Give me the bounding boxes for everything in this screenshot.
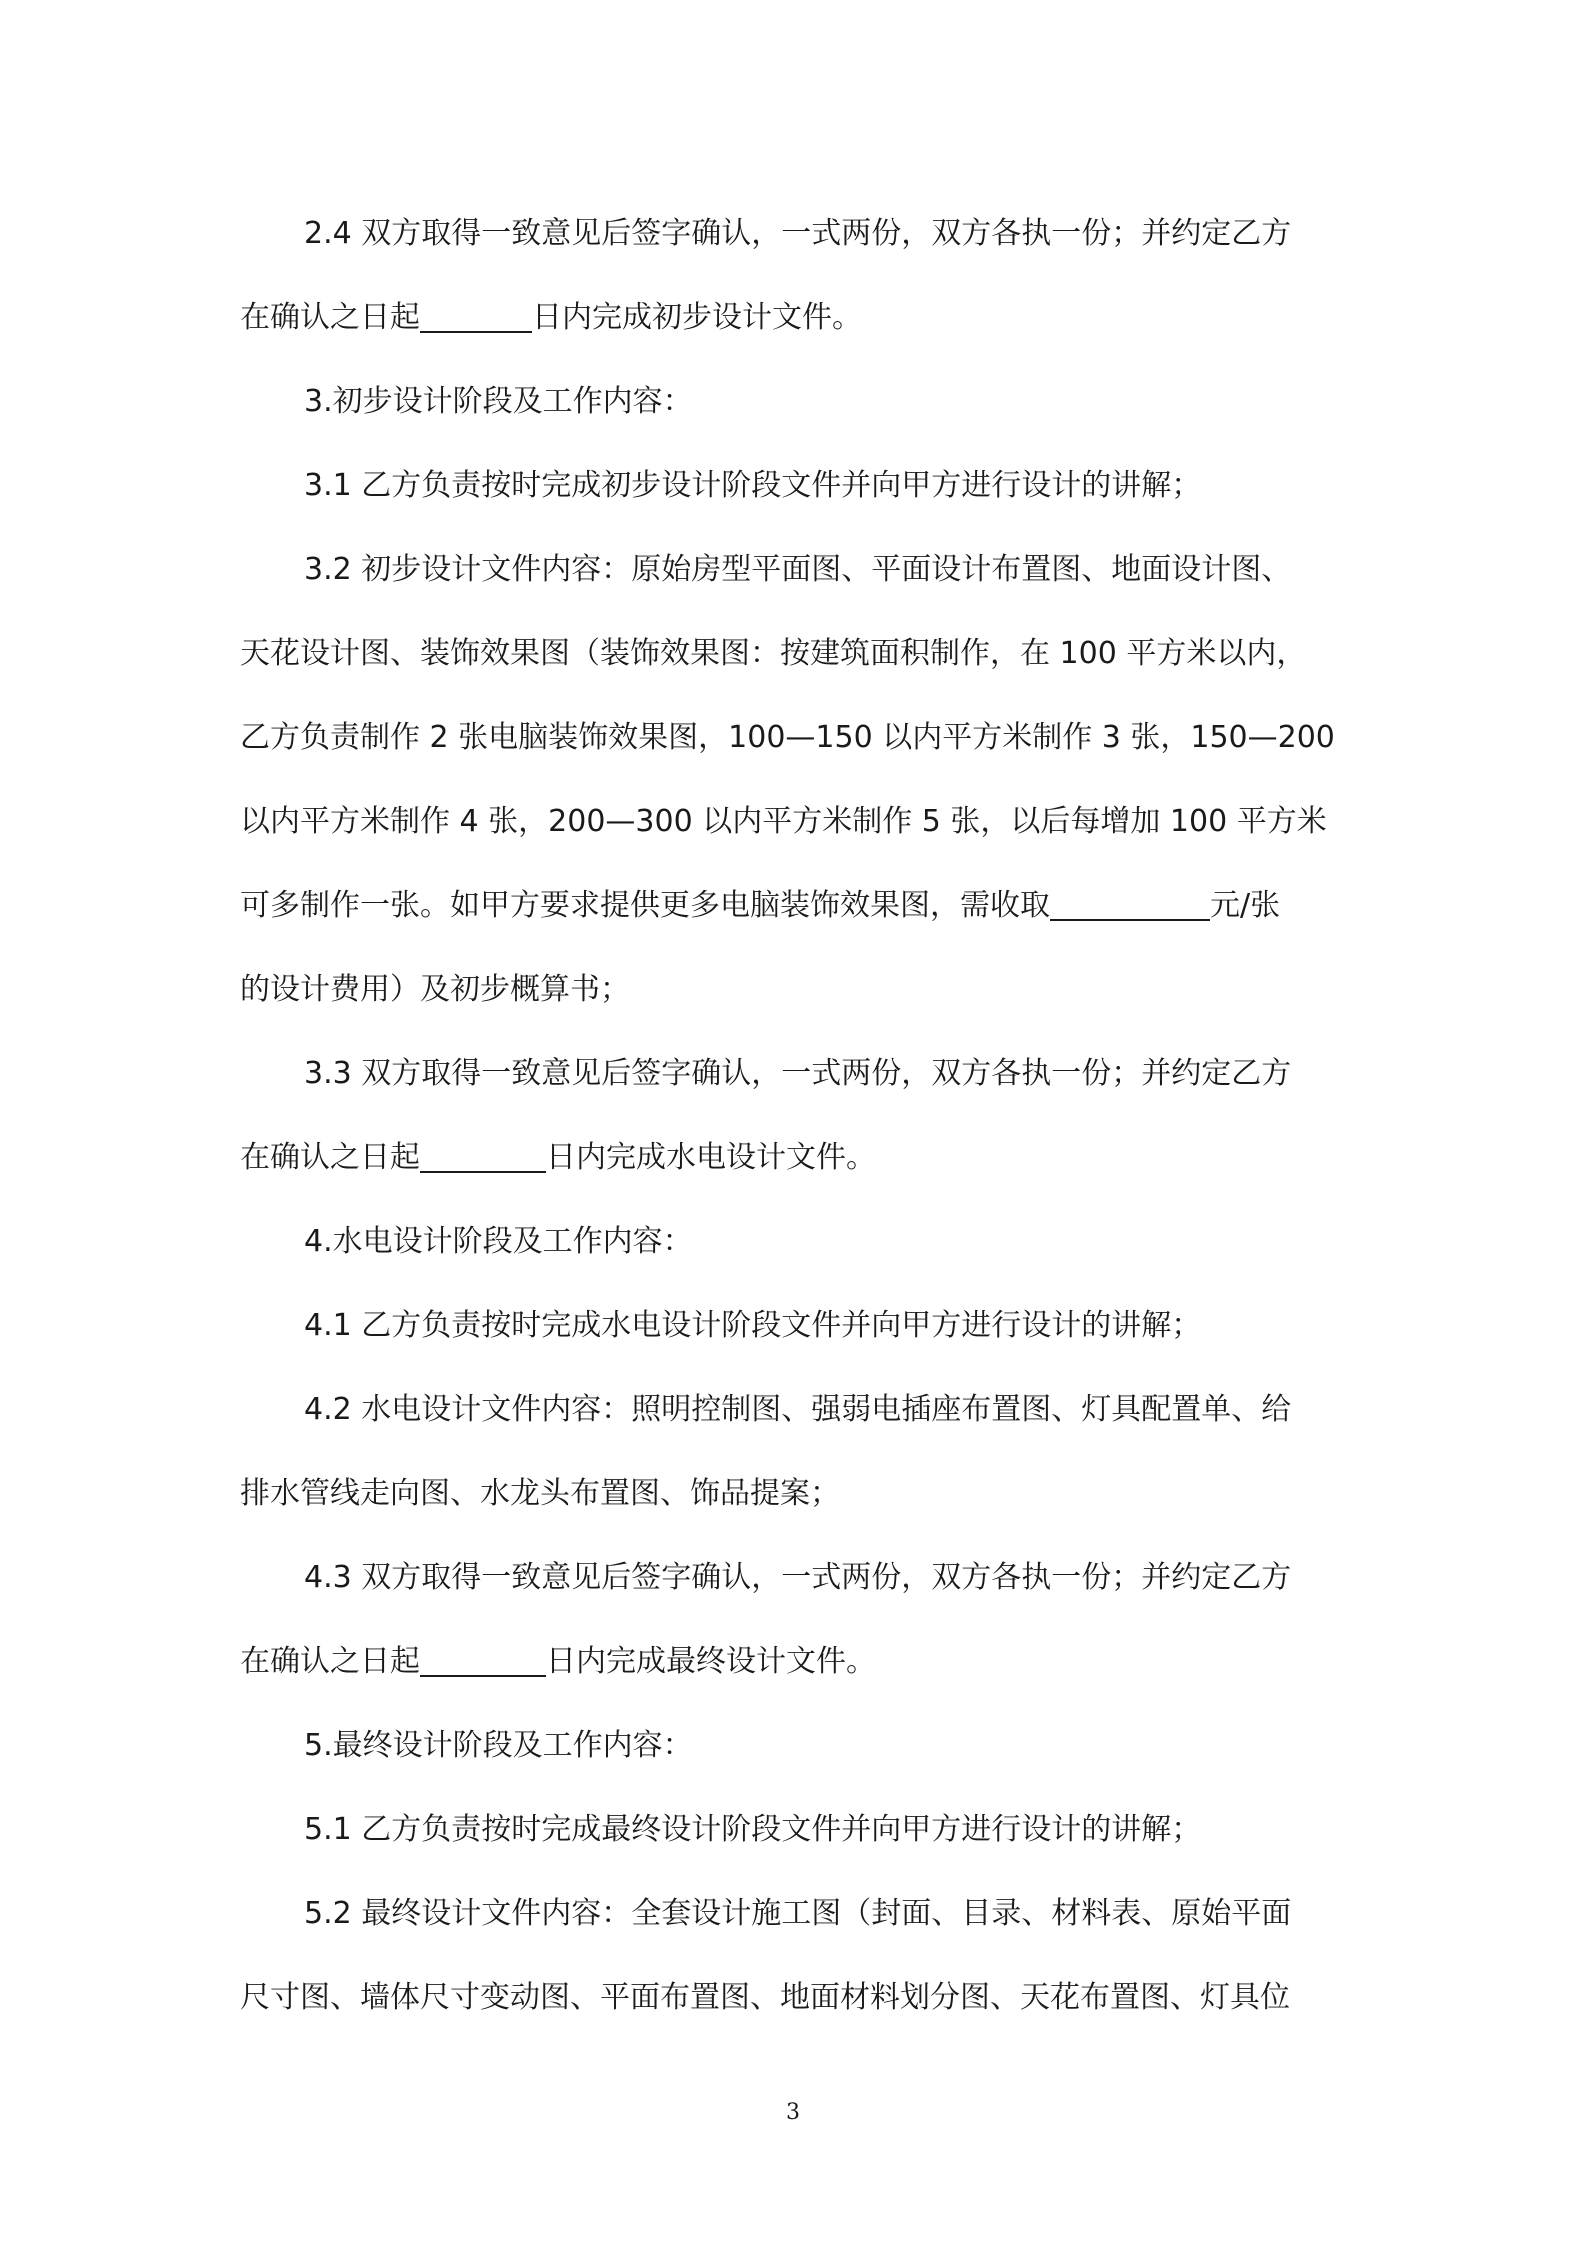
clause-3-2: 3.2 初步设计文件内容：原始房型平面图、平面设计布置图、地面设计图、 <box>304 552 1292 587</box>
page-number: 3 <box>786 2100 800 2125</box>
clause-5-1: 5.1 乙方负责按时完成最终设计阶段文件并向甲方进行设计的讲解； <box>304 1812 1202 1847</box>
line-text: 日内完成初步设计文件。 <box>532 300 862 335</box>
clause-5-2: 5.2 最终设计文件内容：全套设计施工图（封面、目录、材料表、原始平面 <box>304 1896 1292 1931</box>
clause-4-2-continued: 排水管线走向图、水龙头布置图、饰品提案； <box>240 1476 840 1511</box>
document-body <box>240 204 1352 2052</box>
line-text: 在确认之日起 <box>240 300 420 335</box>
section-4-heading: 4.水电设计阶段及工作内容： <box>304 1224 693 1259</box>
fill-in-blank-days <box>420 1131 546 1173</box>
section-3-heading: 3.初步设计阶段及工作内容： <box>304 384 693 419</box>
section-5-heading: 5.最终设计阶段及工作内容： <box>304 1728 693 1763</box>
clause-4-3: 4.3 双方取得一致意见后签字确认，一式两份，双方各执一份；并约定乙方 <box>304 1560 1292 1595</box>
clause-2-4: 2.4 双方取得一致意见后签字确认，一式两份，双方各执一份；并约定乙方 <box>304 216 1292 251</box>
clause-3-2-continued <box>240 876 1352 960</box>
clause-3-2-continued: 天花设计图、装饰效果图（装饰效果图：按建筑面积制作，在 100 平方米以内， <box>240 636 1307 671</box>
clause-4-1: 4.1 乙方负责按时完成水电设计阶段文件并向甲方进行设计的讲解； <box>304 1308 1202 1343</box>
clause-3-2-continued: 的设计费用）及初步概算书； <box>240 972 630 1007</box>
line-text: 日内完成水电设计文件。 <box>546 1140 876 1175</box>
line-text: 日内完成最终设计文件。 <box>546 1644 876 1679</box>
line-text: 在确认之日起 <box>240 1140 420 1175</box>
clause-4-3-continued <box>240 1632 1352 1716</box>
clause-2-4-continued <box>240 288 1352 372</box>
clause-3-2-continued: 乙方负责制作 2 张电脑装饰效果图，100—150 以内平方米制作 3 张，150—200 <box>240 720 1335 755</box>
line-text: 可多制作一张。如甲方要求提供更多电脑装饰效果图，需收取 <box>240 888 1050 923</box>
clause-3-3-continued <box>240 1128 1352 1212</box>
clause-3-3: 3.3 双方取得一致意见后签字确认，一式两份，双方各执一份；并约定乙方 <box>304 1056 1292 1091</box>
clause-3-2-continued: 以内平方米制作 4 张，200—300 以内平方米制作 5 张，以后每增加 100 平方米 <box>240 804 1327 839</box>
fill-in-blank-days <box>420 291 532 333</box>
line-text: 在确认之日起 <box>240 1644 420 1679</box>
clause-5-2-continued: 尺寸图、墙体尺寸变动图、平面布置图、地面材料划分图、天花布置图、灯具位 <box>240 1980 1290 2015</box>
clause-3-1: 3.1 乙方负责按时完成初步设计阶段文件并向甲方进行设计的讲解； <box>304 468 1202 503</box>
clause-4-2: 4.2 水电设计文件内容：照明控制图、强弱电插座布置图、灯具配置单、给 <box>304 1392 1292 1427</box>
fill-in-blank-price <box>1050 879 1210 921</box>
fill-in-blank-days <box>420 1635 546 1677</box>
line-text: 元/张 <box>1210 888 1281 923</box>
